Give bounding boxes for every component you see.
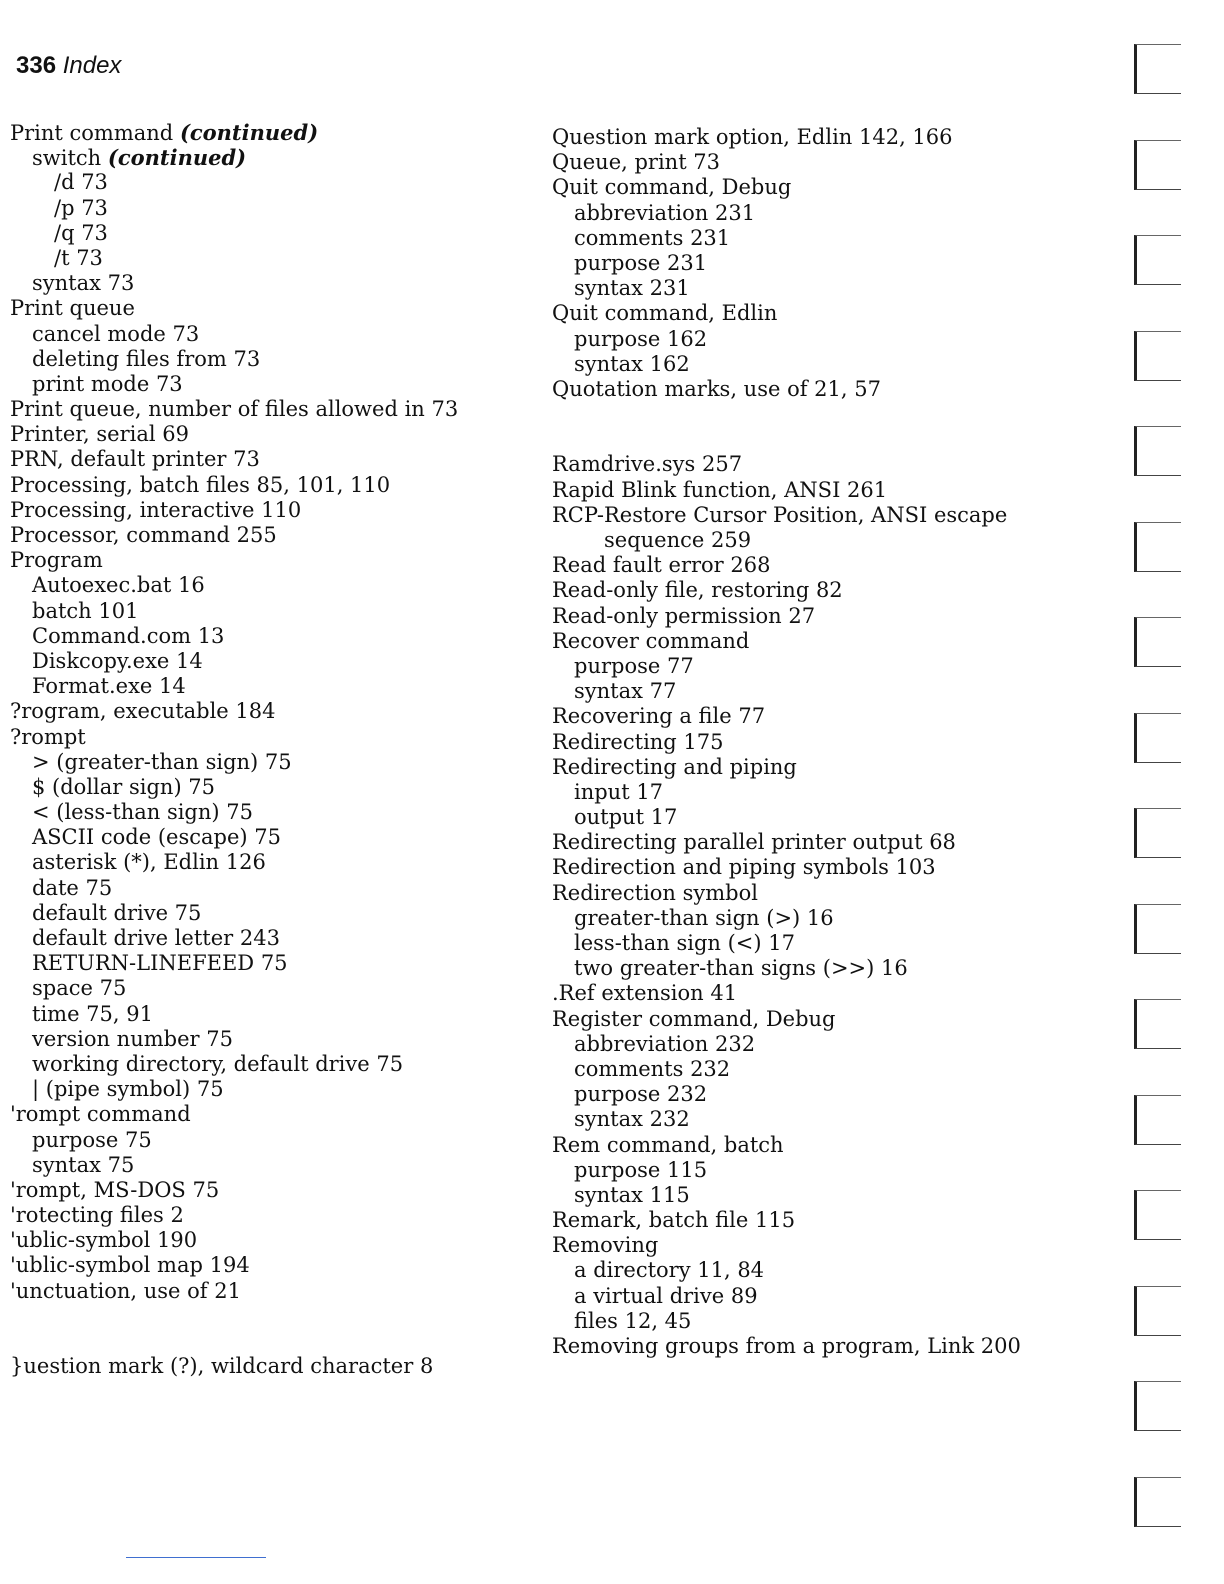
index-entry [10,1203,530,1228]
entry-text: purpose 115 [574,1157,708,1182]
entry-text: Processing, batch files 85, 101, 110 [10,472,391,497]
index-subentry [10,674,530,699]
section-gap [10,1329,530,1354]
entry-text: Rem command, batch [552,1132,784,1157]
entry-text: working directory, default drive 75 [32,1051,404,1076]
entry-text: /p 73 [54,195,108,220]
index-entry [10,422,530,447]
entry-text: }uestion mark (?), wildcard character 8 [10,1354,434,1379]
entry-text: a directory 11, 84 [574,1258,765,1283]
thumb-tab [1134,1381,1181,1431]
index-entry [10,120,530,145]
index-subentry [10,170,530,195]
index-entry [552,175,1092,200]
bottom-rule [126,1557,266,1558]
thumb-tab [1134,235,1181,285]
index-column-left [10,120,530,1379]
index-entry [10,523,530,548]
index-entry [552,452,1092,477]
entry-text: Recovering a file 77 [552,704,766,729]
entry-text: /q 73 [54,220,108,245]
index-subentry [10,1128,530,1153]
index-subentry [552,1082,1092,1107]
entry-text: Redirecting parallel printer output 68 [552,830,956,855]
section-gap [552,427,1092,452]
index-subentry [552,1158,1092,1183]
entry-text: ?rompt [10,724,86,749]
index-entry [10,447,530,472]
section-gap [10,1304,530,1329]
index-subentry [552,1032,1092,1057]
entry-text: purpose 162 [574,326,708,351]
index-subentry [552,956,1092,981]
index-subentry [552,654,1092,679]
index-entry [552,578,1092,603]
index-subentry [552,1107,1092,1132]
entry-text: two greater-than signs (>>) 16 [574,956,908,981]
continued-marker: (continued) [179,120,319,145]
entry-text: Register command, Debug [552,1006,836,1031]
entry-text: syntax 231 [574,276,690,301]
index-subentry [10,825,530,850]
index-entry [10,397,530,422]
page-number: 336 [16,52,57,79]
index-subentry [552,1309,1092,1334]
index-subentry [552,251,1092,276]
index-entry [10,1228,530,1253]
thumb-tab [1134,1190,1181,1240]
index-entry [552,704,1092,729]
entry-text: syntax 115 [574,1182,690,1207]
index-subentry [10,1002,530,1027]
thumb-tab [1134,140,1181,190]
entry-text: Print queue [10,296,135,321]
entry-text: Redirecting and piping [552,754,797,779]
entry-text: 'rompt, MS-DOS 75 [10,1177,220,1202]
entry-text: Print queue, number of files allowed in 73 [10,397,459,422]
thumb-tab [1134,999,1181,1049]
entry-text: ?rogram, executable 184 [10,699,276,724]
entry-text: Command.com 13 [32,623,225,648]
index-subentry [552,931,1092,956]
entry-text: syntax 75 [32,1152,135,1177]
entry-text: < (less-than sign) 75 [32,800,253,825]
entry-text: Processor, command 255 [10,523,277,547]
entry-text: .Ref extension 41 [552,981,738,1006]
index-entry [10,699,530,724]
index-subentry [552,528,1092,553]
entry-text: Program [10,548,103,573]
entry-text: less-than sign (<) 17 [574,931,795,955]
entry-text: | (pipe symbol) 75 [32,1077,224,1102]
index-entry [552,553,1092,578]
entry-text: RCP-Restore Cursor Position, ANSI escape [552,502,1008,527]
entry-text: purpose 232 [574,1082,708,1107]
entry-text: Redirection and piping symbols 103 [552,855,936,880]
index-subentry [10,901,530,926]
index-subentry [10,1153,530,1178]
index-subentry [10,976,530,1001]
entry-text: syntax 162 [574,351,690,376]
index-subentry [10,750,530,775]
index-subentry [10,1027,530,1052]
index-subentry [10,347,530,372]
index-subentry [552,276,1092,301]
section-title: Index [62,52,122,79]
index-subentry [10,926,530,951]
entry-text: ASCII code (escape) 75 [32,825,281,850]
index-subentry [10,800,530,825]
index-subentry [552,226,1092,251]
thumb-tab [1134,1477,1181,1527]
index-subentry [552,1258,1092,1283]
entry-text: sequence 259 [604,528,752,552]
entry-text: Recover command [552,628,750,653]
entry-text: 'rotecting files 2 [10,1203,184,1228]
index-entry [552,604,1092,629]
index-entry [552,1007,1092,1032]
index-entry [552,377,1092,402]
entry-text: Question mark option, Edlin 142, 166 [552,125,953,149]
index-entry [552,1133,1092,1158]
entry-text: version number 75 [32,1026,233,1051]
index-entry [10,498,530,523]
entry-text: comments 232 [574,1056,731,1081]
thumb-tab [1134,44,1181,94]
entry-text: abbreviation 232 [574,1031,756,1056]
index-entry [10,296,530,321]
index-entry [552,125,1092,150]
entry-text: Removing groups from a program, Link 200 [552,1334,1021,1358]
entry-text: comments 231 [574,225,731,250]
entry-text: Read-only file, restoring 82 [552,578,843,603]
index-subentry [10,1077,530,1102]
entry-text: Quit command, Edlin [552,301,778,326]
entry-text: Remark, batch file 115 [552,1208,796,1233]
index-entry [552,503,1092,528]
entry-text: Read fault error 268 [552,553,771,578]
index-entry [552,150,1092,175]
index-subentry [10,372,530,397]
entry-text: abbreviation 231 [574,200,756,225]
index-subentry [10,221,530,246]
index-subentry [10,145,530,170]
index-subentry [10,599,530,624]
index-subentry [10,573,530,598]
index-entry [10,1178,530,1203]
section-gap [552,402,1092,427]
entry-text: a virtual drive 89 [574,1283,758,1308]
entry-text: purpose 75 [32,1127,152,1152]
index-entry [552,301,1092,326]
index-entry [552,1334,1092,1359]
index-subentry [552,906,1092,931]
index-subentry [10,271,530,296]
index-entry [10,725,530,750]
index-subentry [10,624,530,649]
thumb-tab [1134,617,1181,667]
entry-text: Diskcopy.exe 14 [32,648,203,673]
thumb-tab [1134,713,1181,763]
index-subentry [10,1052,530,1077]
entry-text: space 75 [32,976,127,1001]
entry-text: 'ublic-symbol 190 [10,1228,198,1253]
index-subentry [552,352,1092,377]
entry-text: purpose 231 [574,250,708,275]
index-subentry [552,805,1092,830]
entry-text: Printer, serial 69 [10,422,189,447]
index-subentry [552,1057,1092,1082]
entry-text: Rapid Blink function, ANSI 261 [552,477,888,502]
entry-text: > (greater-than sign) 75 [32,749,292,774]
entry-text: asterisk (*), Edlin 126 [32,850,266,875]
continued-marker: (continued) [107,145,247,171]
index-subentry [552,780,1092,805]
entry-text: time 75, 91 [32,1001,153,1026]
index-subentry [10,850,530,875]
index-subentry [10,876,530,901]
index-entry [10,1279,530,1304]
entry-text: Removing [552,1233,659,1258]
entry-text: Redirecting 175 [552,729,724,754]
index-entry [10,1102,530,1127]
entry-text: 'ublic-symbol map 194 [10,1253,250,1278]
entry-text: syntax 77 [574,679,677,704]
entry-text: input 17 [574,779,664,804]
index-entry [552,1233,1092,1258]
index-subentry [10,196,530,221]
entry-text: Quotation marks, use of 21, 57 [552,376,881,401]
index-subentry [10,246,530,271]
index-entry [552,755,1092,780]
entry-text: syntax 232 [574,1107,690,1132]
entry-text: PRN, default printer 73 [10,447,260,472]
index-column-right [552,125,1092,1359]
entry-text: syntax 73 [32,271,135,296]
index-subentry [552,201,1092,226]
entry-text: Processing, interactive 110 [10,497,302,522]
entry-text: $ (dollar sign) 75 [32,774,216,799]
entry-text: output 17 [574,805,678,830]
thumb-tab [1134,1095,1181,1145]
entry-text: cancel mode 73 [32,321,200,346]
index-entry [552,629,1092,654]
index-subentry [552,1183,1092,1208]
thumb-tab [1134,1286,1181,1336]
index-subentry [552,327,1092,352]
entry-text: Queue, print 73 [552,150,721,175]
index-subentry [10,322,530,347]
index-subentry [10,951,530,976]
entry-text: 'unctuation, use of 21 [10,1278,241,1303]
index-subentry [552,1284,1092,1309]
index-entry [10,1354,530,1379]
entry-text: purpose 77 [574,653,694,678]
entry-text: Read-only permission 27 [552,603,816,628]
entry-text: default drive letter 243 [32,926,280,950]
index-entry [552,730,1092,755]
index-entry [552,1208,1092,1233]
entry-text: Quit command, Debug [552,175,792,200]
index-subentry [10,775,530,800]
thumb-tab [1134,522,1181,572]
index-entry [552,830,1092,855]
thumb-tab [1134,426,1181,476]
entry-text: /d 73 [54,170,108,195]
entry-text: RETURN-LINEFEED 75 [32,951,288,976]
index-subentry [552,679,1092,704]
index-entry [552,981,1092,1006]
entry-text: default drive 75 [32,900,202,925]
index-entry [10,1253,530,1278]
entry-text: batch 101 [32,598,139,623]
index-entry [552,478,1092,503]
index-entry [552,855,1092,880]
thumb-tab [1134,904,1181,954]
page-header [16,52,121,80]
entry-text: Ramdrive.sys 257 [552,452,743,477]
entry-text: switch [32,146,102,171]
index-entry [10,473,530,498]
entry-text: Print command [10,121,174,145]
entry-text: Format.exe 14 [32,674,186,699]
entry-text: print mode 73 [32,371,183,396]
thumb-tab [1134,808,1181,858]
entry-text: Autoexec.bat 16 [32,573,205,598]
thumb-tab [1134,331,1181,381]
entry-text: date 75 [32,875,113,900]
index-entry [552,881,1092,906]
entry-text: /t 73 [54,245,103,270]
index-entry [10,548,530,573]
entry-text: greater-than sign (>) 16 [574,905,834,930]
entry-text: deleting files from 73 [32,346,261,371]
index-subentry [10,649,530,674]
entry-text: 'rompt command [10,1102,191,1127]
entry-text: files 12, 45 [574,1308,692,1333]
entry-text: Redirection symbol [552,880,758,905]
